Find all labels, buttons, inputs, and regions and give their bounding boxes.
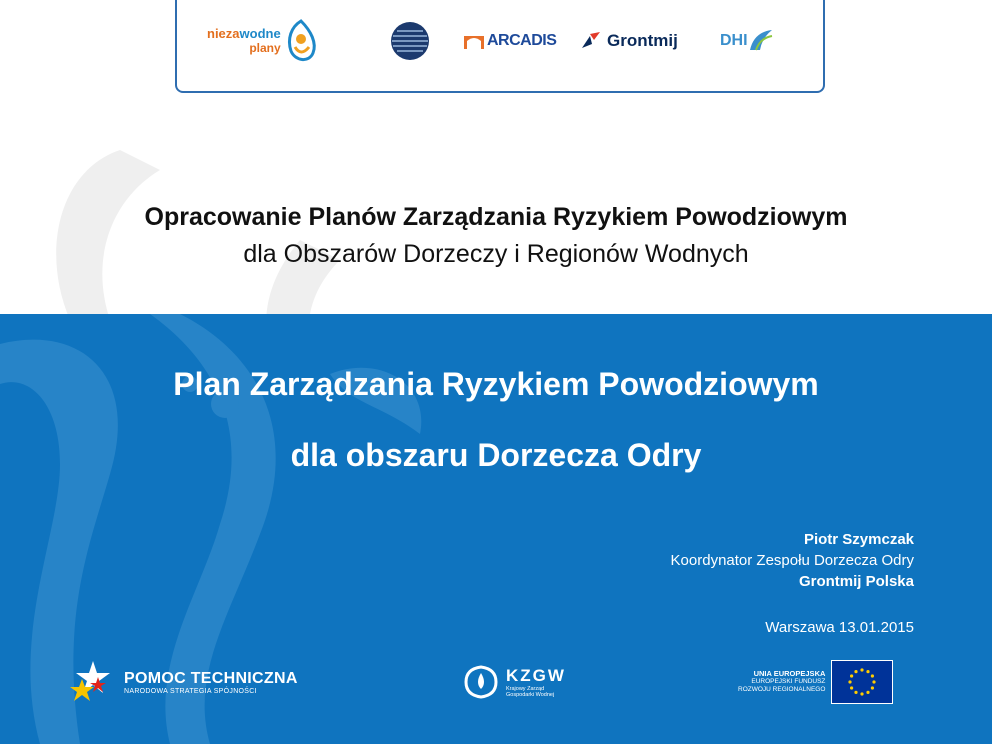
arcadis-logo [464,16,556,66]
ue-line2: EUROPEJSKI FUNDUSZ [751,678,826,685]
project-subtitle: dla Obszarów Dorzeczy i Regionów Wodnych [243,240,749,268]
arcadis-text: ARCADIS [487,32,557,49]
author-name: Piotr Szymczak [803,531,914,548]
grontmij-logo [580,16,678,66]
water-figure-icon [281,17,321,65]
globe-icon [389,16,431,66]
kzgw-sub2: Gospodarki Wodnej [506,692,555,698]
main-title-line2: dla obszaru Dorzecza Odry [290,437,702,473]
dhi-logo [720,16,774,66]
stars-icon [68,657,118,707]
pomoc-title: POMOC TECHNICZNA [124,669,298,687]
blue-panel [0,314,992,744]
author-block [671,529,914,592]
presentation-date: Warszawa 13.01.2015 [765,619,914,636]
grontmij-text: Grontmij [607,31,678,50]
author-role: Koordynator Zespołu Dorzecza Odry [670,552,914,569]
eu-flag-icon [831,660,893,704]
kzgw-title: KZGW [506,666,566,685]
niezawodne-text-b: wodne [239,26,281,41]
ue-line1: UNIA EUROPEJSKA [753,669,826,678]
pomoc-subtitle: NARODOWA STRATEGIA SPÓJNOŚCI [124,687,257,695]
kzgw-logo [462,656,566,708]
niezawodne-text-a: nieza [207,26,240,41]
arcadis-icon [464,33,484,49]
niezawodne-text-plany: plany [249,41,281,55]
dhi-wave-icon [748,28,774,54]
dhi-text: DHI [720,32,748,49]
grontmij-icon [580,30,602,52]
author-company: Grontmij Polska [798,573,914,590]
main-title-line1: Plan Zarządzania Ryzykiem Powodziowym [173,366,819,402]
pomoc-techniczna-logo [68,656,298,708]
project-title: Opracowanie Planów Zarządzania Ryzykiem Powodziowym [144,203,848,231]
ue-line3: ROZWOJU REGIONALNEGO [738,686,826,693]
partner-logos-box [175,0,825,93]
niezawodne-plany-logo [207,16,321,66]
eu-fund-logo [738,656,893,708]
kzgw-sub1: Krajowy Zarząd [506,686,545,692]
kzgw-icon [462,663,500,701]
